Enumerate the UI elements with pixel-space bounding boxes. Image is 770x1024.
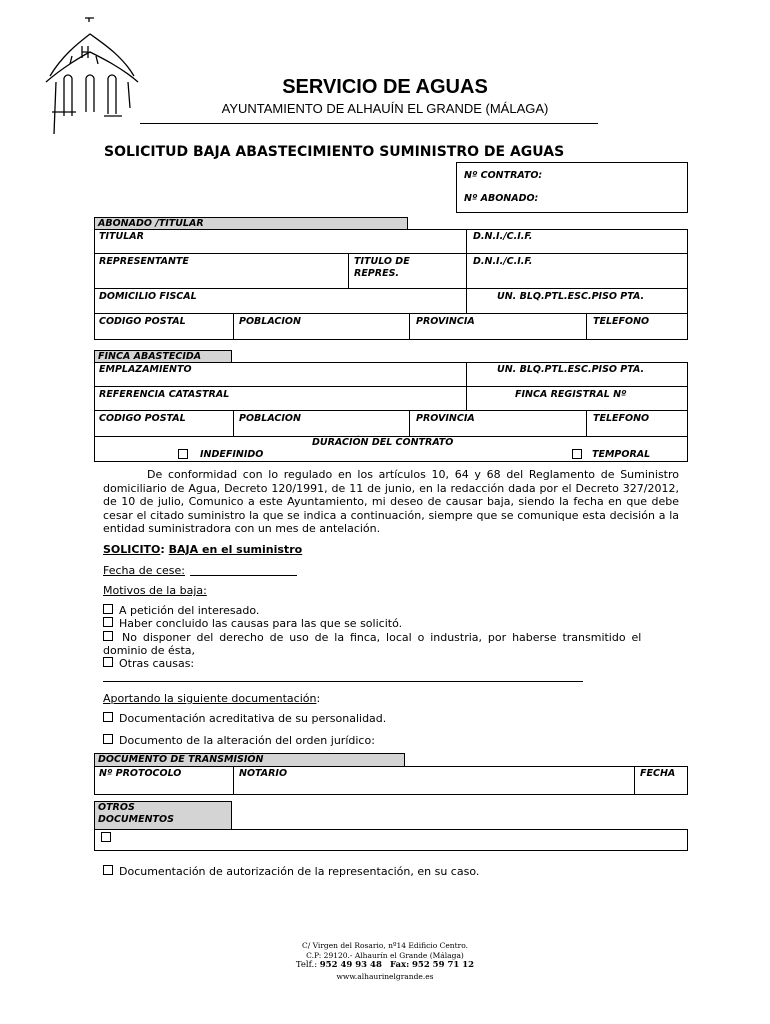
finca-poblacion-label: POBLACION [239, 413, 301, 424]
domicilio-fiscal-label: DOMICILIO FISCAL [99, 291, 197, 302]
indefinido-checkbox[interactable] [178, 449, 188, 459]
municipality-subtitle: AYUNTAMIENTO DE ALHAUÍN EL GRANDE (MÁLAGA) [221, 101, 549, 116]
postal-code-label: CODIGO POSTAL [99, 316, 186, 327]
finca-address-detail-label: UN. BLQ.PTL.ESC.PISO PTA. [497, 364, 645, 375]
otras-causas-input-line[interactable] [103, 681, 583, 682]
otros-documentos-tab [94, 801, 232, 830]
service-title: SERVICIO DE AGUAS [282, 76, 488, 98]
footer-fax: 952 59 71 12 [411, 960, 475, 970]
solicito-line [103, 543, 302, 556]
provincia-label: PROVINCIA [416, 316, 475, 327]
footer-postal: C.P: 29120.- Alhaurín el Grande (Málaga) [306, 951, 464, 960]
fecha-cese-input-line[interactable] [190, 575, 297, 576]
motivo-concluido-checkbox[interactable] [103, 617, 113, 627]
doc-personalidad-checkbox[interactable] [103, 712, 113, 722]
temporal-label: TEMPORAL [592, 449, 651, 460]
motivo-no-derecho-label-cont: dominio de ésta, [103, 644, 196, 657]
footer-phone-line [0, 961, 770, 971]
poblacion-label: POBLACION [239, 316, 301, 327]
fecha-cese-label: Fecha de cese: [103, 564, 186, 577]
duracion-contrato-label: DURACIÓN DEL CONTRATO [312, 437, 454, 448]
abonado-section-tab: ABONADO /TITULAR [94, 217, 408, 230]
fecha-doc-label: FECHA [640, 768, 676, 779]
footer-tel: 952 49 93 48 [319, 960, 382, 970]
motivo-otras-label: Otras causas: [119, 657, 195, 670]
transmision-table [94, 766, 688, 795]
address-detail-label: UN. BLQ.PTL.ESC.PISO PTA. [497, 291, 645, 302]
motivos-title: Motivos de la baja: [103, 584, 207, 597]
representante-dni-label: D.N.I./C.I.F. [473, 256, 533, 267]
town-hall-logo [42, 16, 142, 134]
telefono-label: TELEFONO [593, 316, 650, 327]
form-title: SOLICITUD BAJA ABASTECIMIENTO SUMINISTRO DE AGUAS [104, 144, 565, 160]
titulo-repres-label-1: TITULO DE [354, 256, 410, 267]
otros-documentos-box [94, 829, 688, 851]
transmision-section-tab: DOCUMENTO DE TRANSMISIÓN [94, 753, 405, 767]
doc-autorizacion-label: Documentación de autorización de la representación, en su caso. [119, 865, 480, 878]
solicito-label: SOLICITO [103, 543, 161, 556]
finca-provincia-label: PROVINCIA [416, 413, 475, 424]
otros-documentos-checkbox[interactable] [101, 832, 111, 842]
finca-section-tab: FINCA ABASTECIDA [94, 350, 232, 363]
motivo-concluido-label: Haber concluido las causas para las que se solicitó. [119, 617, 403, 630]
footer-website[interactable]: www.alhaurinelgrande.es [336, 972, 434, 981]
doc-alteracion-checkbox[interactable] [103, 734, 113, 744]
representante-label: REPRESENTANTE [99, 256, 189, 267]
otros-tab-line1: OTROS [98, 802, 135, 813]
finca-telefono-label: TELEFONO [593, 413, 650, 424]
footer-tel-label: Telf.: [295, 960, 318, 970]
otros-tab-line2: DOCUMENTOS [98, 814, 174, 825]
header-rule [140, 123, 598, 124]
motivo-peticion-checkbox[interactable] [103, 604, 113, 614]
motivo-no-derecho-label: No disponer del derecho de uso de la finca, local o industria, por haberse transmitido el [122, 631, 642, 644]
footer-fax-label: Fax: [389, 960, 410, 970]
protocolo-label: Nº PROTOCOLO [99, 768, 182, 779]
indefinido-label: INDEFINIDO [200, 449, 264, 460]
temporal-checkbox[interactable] [572, 449, 582, 459]
ref-catastral-label: REFERENCIA CATASTRAL [99, 389, 230, 400]
titulo-repres-label-2: REPRES. [354, 268, 400, 279]
subscriber-number-label: Nº ABONADO: [464, 193, 539, 204]
documentacion-title: Aportando la siguiente documentación [103, 692, 317, 705]
documentacion-colon: : [316, 692, 321, 705]
documentacion-title-line [103, 692, 320, 705]
doc-autorizacion-checkbox[interactable] [103, 865, 113, 875]
motivo-peticion-label: A petición del interesado. [119, 604, 260, 617]
notario-label: NOTARIO [239, 768, 288, 779]
finca-postal-code-label: CODIGO POSTAL [99, 413, 186, 424]
titular-dni-label: D.N.I./C.I.F. [473, 231, 533, 242]
motivo-no-derecho-checkbox[interactable] [103, 631, 113, 641]
solicito-colon: : [160, 543, 165, 556]
emplazamiento-label: EMPLAZAMIENTO [99, 364, 192, 375]
doc-alteracion-label: Documento de la alteración del orden jurídico: [119, 734, 375, 747]
doc-personalidad-label: Documentación acreditativa de su personalidad. [119, 712, 387, 725]
titular-label: TITULAR [99, 231, 144, 242]
finca-registral-label: FINCA REGISTRAL Nº [515, 389, 627, 400]
footer-address: C/ Virgen del Rosario, nº14 Edificio Centro. [302, 941, 468, 950]
legal-paragraph: De conformidad con lo regulado en los artículos 10, 64 y 68 del Reglamento de Suministro domiciliario de Agua, Decreto 120/1991, de 11 de junio, en la redacción dada por el Decreto 327/2012, de 10 de julio, Comunico a este Ayuntamiento, mi deseo de causar baja, siendo la fecha en que debe cesar el citado suministro la que se indica a continuación, siempre que se comunique esta decisión a la entidad suministradora con un mes de antelación. [103, 468, 679, 535]
solicito-value: BAJA en el suministro [168, 543, 303, 556]
contract-number-label: Nº CONTRATO: [464, 170, 543, 181]
motivo-otras-checkbox[interactable] [103, 657, 113, 667]
